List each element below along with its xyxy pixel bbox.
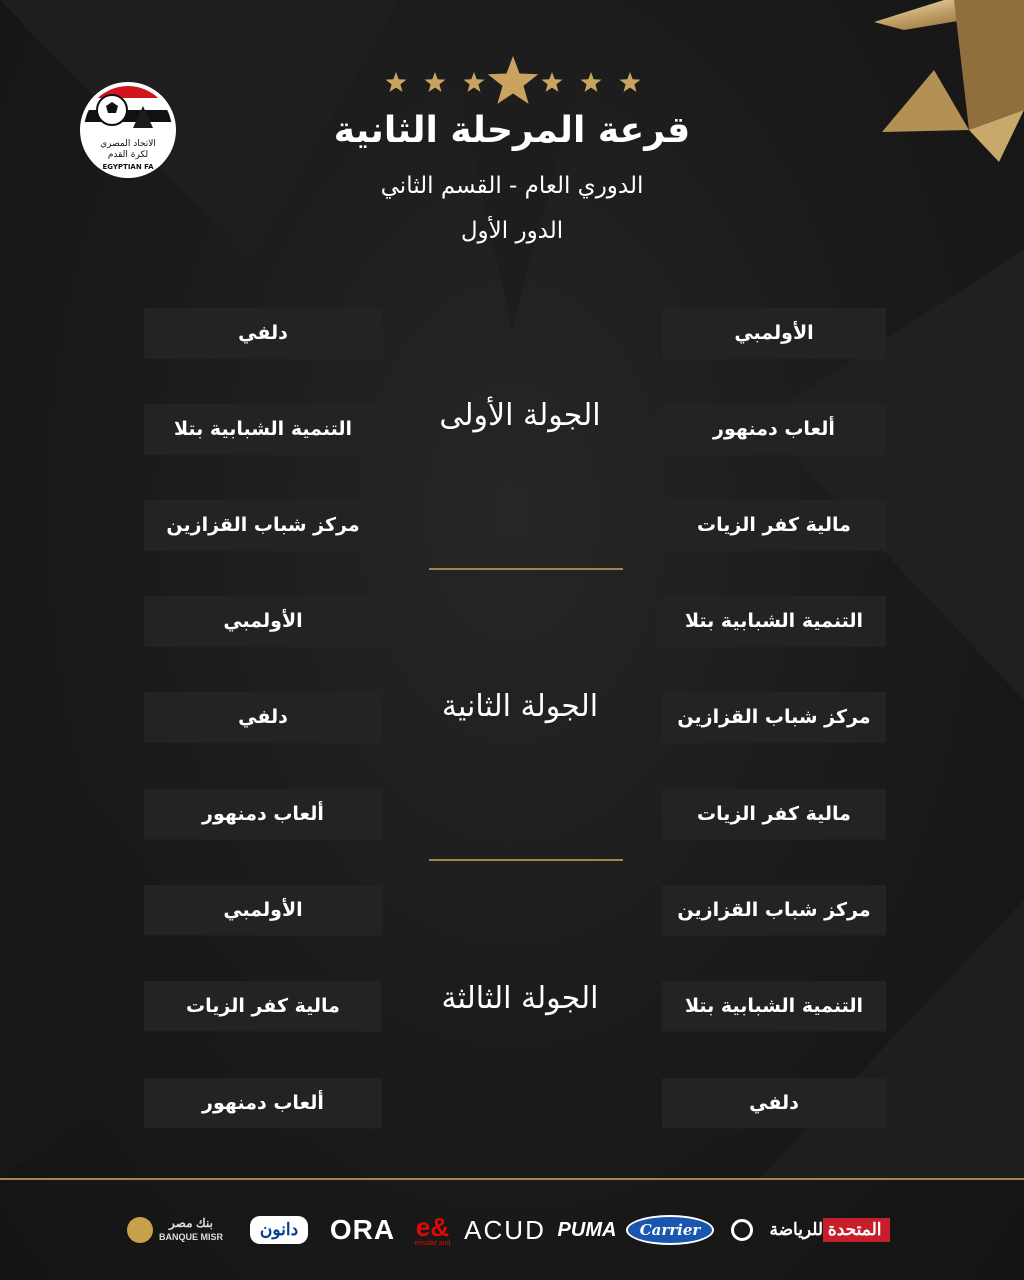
team-card: التنمية الشبابية بتلا <box>144 404 382 454</box>
team-card: ألعاب دمنهور <box>144 1078 382 1128</box>
star-icon <box>620 72 641 92</box>
round-label: الدور الأول <box>460 218 564 244</box>
team-card: مالية كفر الزيات <box>662 500 886 550</box>
week-divider <box>429 568 623 570</box>
week-divider <box>429 859 623 861</box>
team-card: التنمية الشبابية بتلا <box>662 981 886 1031</box>
team-card: التنمية الشبابية بتلا <box>662 596 886 646</box>
etisalat-logo-icon: e& <box>415 1211 450 1242</box>
team-card: الأولمبي <box>144 885 382 935</box>
sponsor-acud: ACUD <box>464 1214 546 1245</box>
svg-text:لكرة القدم: لكرة القدم <box>107 150 149 160</box>
team-card: دلفي <box>144 308 382 358</box>
sponsor-etisalat: e& etisalat and <box>414 1211 451 1247</box>
week-label: الجولة الثالثة <box>441 981 599 1016</box>
team-card: مركز شباب القزازين <box>662 885 886 935</box>
star-icon <box>386 72 407 92</box>
svg-text:EGYPTIAN FA: EGYPTIAN FA <box>102 163 154 171</box>
banque-misr-emblem-icon <box>127 1217 153 1243</box>
team-card: ألعاب دمنهور <box>144 789 382 839</box>
team-card: دلفي <box>144 692 382 742</box>
sponsor-ora: ORA <box>329 1214 396 1245</box>
star-icon <box>542 72 563 92</box>
team-card: ألعاب دمنهور <box>662 404 886 454</box>
united-logo-icon <box>731 1219 753 1241</box>
svg-text:الاتحاد المصري: الاتحاد المصري <box>100 139 156 149</box>
sponsor-united-sports: المتحدة للرياضة <box>718 1200 903 1260</box>
sponsor-carrier: Carrier <box>630 1200 710 1260</box>
page-title: قرعة المرحلة الثانية <box>333 110 691 151</box>
team-card: مركز شباب القزازين <box>144 500 382 550</box>
team-card: الأولمبي <box>662 308 886 358</box>
footer-divider <box>0 1178 1024 1180</box>
team-card: مالية كفر الزيات <box>662 789 886 839</box>
star-icon <box>425 72 446 92</box>
league-subtitle: الدوري العام - القسم الثاني <box>380 173 644 199</box>
sponsor-bar <box>120 1200 910 1260</box>
week-label: الجولة الأولى <box>439 398 601 433</box>
star-icon <box>581 72 602 92</box>
team-card: مالية كفر الزيات <box>144 981 382 1031</box>
sponsor-danone: دانون <box>240 1200 318 1260</box>
team-card: مركز شباب القزازين <box>662 692 886 742</box>
star-icon-large <box>488 56 538 104</box>
star-icon <box>464 72 485 92</box>
team-card: دلفي <box>662 1078 886 1128</box>
sponsor-banque-misr: بنك مصر BANQUE MISR <box>120 1200 230 1260</box>
stars-row <box>0 52 1024 108</box>
week-label: الجولة الثانية <box>441 689 599 724</box>
sponsor-puma: PUMA <box>557 1218 617 1241</box>
team-card: الأولمبي <box>144 596 382 646</box>
